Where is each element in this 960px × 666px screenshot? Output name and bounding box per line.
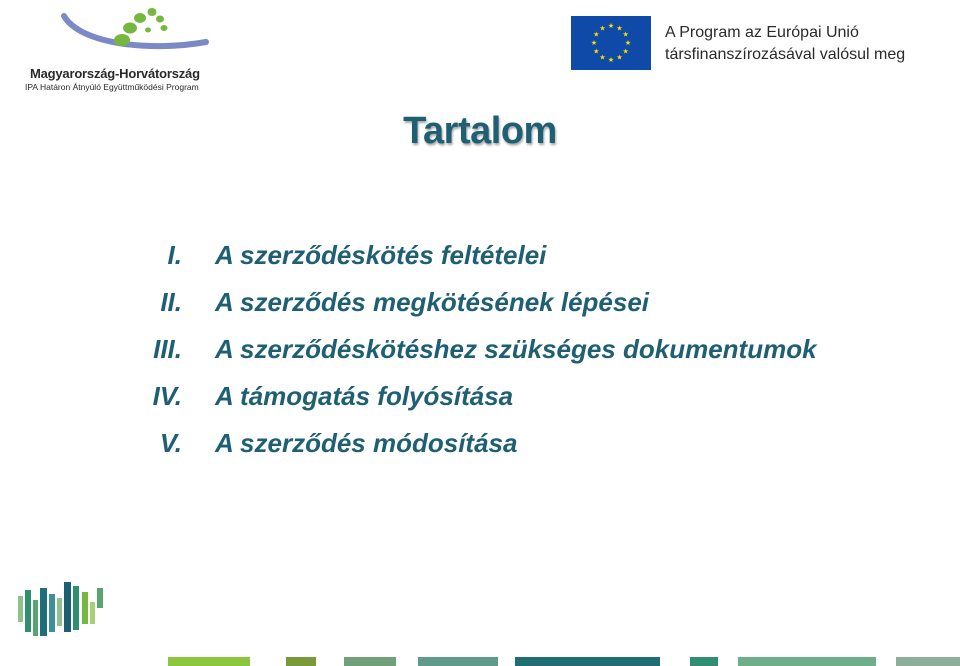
toc-item <box>0 330 960 377</box>
toc-item-text: A szerződéskötés feltételei <box>215 240 547 270</box>
footer-logo-icon <box>16 580 108 640</box>
svg-text:★: ★ <box>616 24 623 33</box>
eu-flag-icon <box>571 16 651 70</box>
toc-item-number: I. <box>167 240 182 270</box>
svg-text:★: ★ <box>593 30 600 39</box>
toc-item-text: A szerződéskötéshez szükséges dokumentumok <box>215 334 817 364</box>
table-of-contents <box>0 236 960 471</box>
program-subtitle: IPA Határon Átnyúló Együttműködési Program <box>25 82 199 92</box>
svg-text:★: ★ <box>607 56 615 64</box>
program-logo <box>22 4 222 94</box>
eu-cofinancing-statement <box>665 22 905 66</box>
toc-item-number: III. <box>153 334 182 364</box>
toc-item-number: IV. <box>152 381 182 411</box>
page-title: Tartalom <box>403 110 557 152</box>
toc-item-number: II. <box>160 287 182 317</box>
footer-color-stripe <box>0 657 960 666</box>
svg-text:★: ★ <box>622 47 629 56</box>
svg-text:★: ★ <box>590 39 598 47</box>
toc-item-text: A szerződés megkötésének lépései <box>215 287 650 317</box>
program-name: Magyarország-Horvátország <box>30 66 200 81</box>
svg-text:★: ★ <box>599 53 606 62</box>
eu-text-line-2: társfinanszírozásával valósul meg <box>665 46 906 63</box>
svg-text:★: ★ <box>624 39 632 47</box>
toc-item <box>0 377 960 424</box>
svg-text:★: ★ <box>616 53 623 62</box>
toc-item-text: A szerződés módosítása <box>215 428 518 458</box>
svg-text:★: ★ <box>622 30 629 39</box>
toc-item <box>0 424 960 471</box>
toc-item-text: A támogatás folyósítása <box>215 381 514 411</box>
eu-text-line-1: A Program az Európai Unió <box>665 24 859 41</box>
program-logo-icon <box>60 4 210 64</box>
svg-text:★: ★ <box>599 24 606 33</box>
toc-item-number: V. <box>159 428 182 458</box>
toc-item <box>0 283 960 330</box>
svg-text:★: ★ <box>607 22 615 30</box>
svg-text:★: ★ <box>593 47 600 56</box>
toc-item <box>0 236 960 283</box>
